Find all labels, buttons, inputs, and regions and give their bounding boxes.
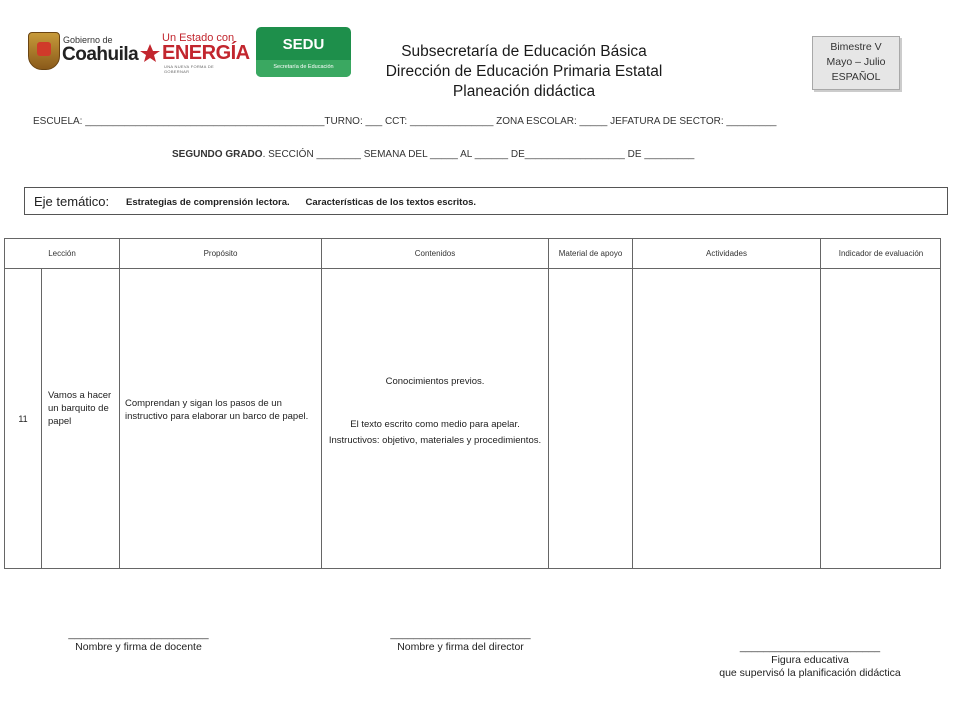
energia-logo-text: ENERGÍA: [162, 42, 250, 64]
energia-star-icon: [140, 44, 160, 62]
table-header-divider: [5, 268, 940, 269]
eje-tematico-label: Eje temático:: [34, 194, 110, 209]
energia-logo-top-text: Un Estado con: [162, 32, 235, 44]
header-contenidos: Contenidos: [414, 249, 456, 258]
energia-logo: [138, 32, 250, 74]
lesson-number-divider: [41, 268, 42, 569]
header-proposito: Propósito: [203, 249, 238, 258]
bimestre-subject: ESPAÑOL: [831, 71, 881, 83]
sedu-logo-subtitle: Secretaría de Educación: [273, 64, 334, 70]
signature-director-label: Nombre y firma del director: [397, 641, 524, 653]
lesson-contents-prior: Conocimientos previos.: [385, 376, 485, 387]
signature-docente-label: Nombre y firma de docente: [75, 641, 202, 653]
signature-line: ________________________: [739, 641, 881, 653]
header-material: Material de apoyo: [558, 249, 623, 258]
lesson-number: 11: [18, 414, 28, 424]
signature-line: ________________________: [68, 628, 209, 640]
coahuila-logo-small-text: Gobierno de: [63, 35, 113, 45]
grade-label: SEGUNDO GRADO: [172, 149, 263, 160]
grade-info-line: [172, 149, 694, 160]
header-actividades: Actividades: [706, 249, 747, 258]
col-divider: [119, 239, 120, 568]
bimestre-months: Mayo – Julio: [826, 56, 886, 68]
signature-figura-label: Figura educativa: [771, 654, 849, 666]
page-header: [334, 42, 714, 102]
energia-logo-slogan: UNA NUEVA FORMA DE GOBERNAR: [164, 64, 215, 74]
signature-docente: [56, 628, 221, 654]
eje-tematico-value: Estrategias de comprensión lectora. Características de los textos escritos.: [126, 197, 477, 208]
lesson-contents: El texto escrito como medio para apelar. Instructivos: objetivo, materiales y procedimientos.: [328, 419, 542, 446]
signature-figura-educativa: [690, 641, 930, 680]
signature-figura-sublabel: que supervisó la planificación didáctica: [719, 667, 901, 679]
school-info-line: ESCUELA: ___________________________________________TURNO: ___ CCT: _______________ ZONA ESCOLAR: _____ JEFATURA DE SECTOR: _________: [33, 116, 777, 127]
lesson-purpose: Comprendan y sigan los pasos de un instructivo para elaborar un barco de papel.: [125, 398, 309, 422]
section-week-fields: . SECCIÓN ________ SEMANA DEL _____ AL ______ DE__________________ DE _________: [262, 149, 695, 160]
coahuila-logo: [28, 32, 139, 72]
lesson-title: Vamos a hacer un barquito de papel: [48, 390, 112, 427]
planning-table: [4, 238, 941, 569]
col-divider: [321, 239, 322, 568]
bimestre-label: Bimestre V: [830, 41, 882, 53]
coahuila-logo-text: Coahuila: [62, 44, 139, 65]
coat-of-arms-icon: [28, 32, 60, 70]
signature-line: ________________________: [390, 628, 531, 640]
col-divider: [820, 239, 821, 568]
header-leccion: Lección: [48, 249, 76, 258]
title-direccion: Dirección de Educación Primaria Estatal: [385, 63, 663, 80]
eje-tematico-box: [24, 187, 948, 215]
signature-director: [378, 628, 543, 654]
title-subsecretaria: Subsecretaría de Educación Básica: [401, 43, 647, 60]
col-divider: [632, 239, 633, 568]
sedu-logo-title: SEDU: [282, 36, 325, 53]
bimestre-badge: [812, 36, 900, 90]
col-divider: [548, 239, 549, 568]
header-indicador: Indicador de evaluación: [838, 249, 924, 258]
title-planeacion: Planeación didáctica: [452, 83, 596, 100]
